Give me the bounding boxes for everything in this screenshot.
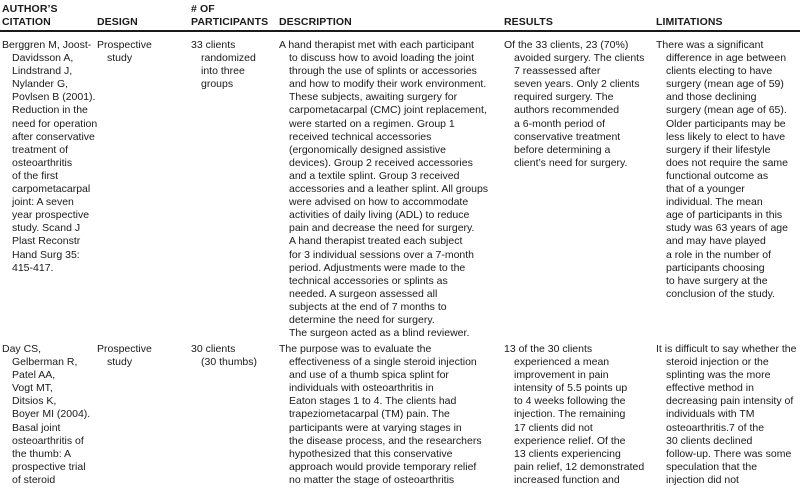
limitations-text-line: individual. The mean: [666, 196, 763, 209]
header-results: [504, 16, 553, 29]
description-text-line: participants were at varying stages in: [289, 421, 462, 434]
citation-text-line: 415-417.: [12, 261, 54, 274]
citation-text-line: treatment of: [12, 143, 69, 156]
description-text-line: carpometacarpal (CMC) joint replacement,: [289, 104, 487, 117]
header-design: [97, 16, 138, 29]
citation-text-line: Davidsson A,: [12, 52, 74, 65]
citation-text-line: Plast Reconstr: [12, 235, 81, 248]
results-text-line: 7 reassessed after: [514, 65, 601, 78]
limitations-text-line: a role in the number of: [666, 248, 772, 261]
header-citation: [2, 3, 58, 28]
cell-limitations: [656, 343, 796, 487]
description-text-line: (ergonomically designed assistive: [289, 143, 446, 156]
limitations-text-line: and may have played: [666, 235, 766, 248]
results-text-line: pain relief, 12 demonstrated: [514, 460, 645, 473]
description-text-line: hypothesized that this conservative: [289, 447, 453, 460]
citation-text-line: Boyer MI (2004).: [12, 408, 91, 421]
description-text-line: the disease process, and the researchers: [289, 434, 482, 447]
description-text-line: accessories and a leather splint. All groups: [289, 183, 489, 196]
description-text-line: The purpose was to evaluate the: [279, 343, 432, 355]
limitations-text-line: difference in age between: [666, 52, 787, 65]
description-text-line: were started on a regimen. Group 1: [289, 117, 455, 130]
header-results-label: RESULTS: [504, 15, 553, 28]
citation-text-line: prospective trial: [12, 460, 86, 473]
limitations-text-line: speculation that the: [666, 460, 758, 473]
limitations-text-line: does not require the same: [666, 156, 788, 169]
citation-text-line: Day CS,: [2, 343, 42, 355]
header-participants-line2: PARTICIPANTS: [191, 15, 269, 28]
results-text-line: injection. The remaining: [514, 408, 626, 421]
citation-text-line: the thumb: A: [12, 447, 71, 460]
description-text-line: and use of a thumb spica splint for: [289, 369, 449, 382]
design-text-line: Prospective: [97, 343, 152, 355]
citation-text-line: of the first: [12, 169, 59, 182]
cell-design: [97, 343, 152, 369]
limitations-text-line: effective method in: [666, 382, 754, 395]
description-text-line: individuals with osteoarthritis in: [289, 382, 434, 395]
citation-text-line: Ditsios K,: [12, 395, 57, 408]
cell-citation: [2, 343, 90, 487]
limitations-text-line: functional outcome as: [666, 169, 769, 182]
limitations-text-line: less likely to elect to have: [666, 130, 786, 143]
description-text-line: needed. A surgeon assessed all: [289, 287, 438, 300]
citation-text-line: carpometacarpal: [12, 183, 91, 196]
limitations-text-line: Older participants may be: [666, 117, 786, 130]
description-text-line: to discuss how to avoid loading the joint: [289, 52, 475, 65]
participants-text-line: into three: [201, 65, 245, 78]
limitations-text-line: surgery (mean age of 65).: [666, 104, 787, 117]
participants-text-line: 30 clients: [191, 343, 236, 355]
limitations-text-line: follow-up. There was some: [666, 447, 792, 460]
description-text-line: devices). Group 2 received accessories: [289, 156, 473, 169]
limitations-text-line: age of participants in this: [666, 209, 783, 222]
results-text-line: required surgery. The: [514, 91, 614, 104]
design-text-line: Prospective: [97, 39, 152, 51]
citation-text-line: joint: A seven: [12, 196, 74, 209]
cell-results: [504, 39, 644, 170]
results-text-line: avoided surgery. The clients: [514, 52, 645, 65]
results-text-line: experienced a mean: [514, 356, 610, 369]
cell-limitations: [656, 39, 788, 301]
cell-design: [97, 39, 152, 65]
limitations-text-line: splinting was the more: [666, 369, 771, 382]
table-header: [0, 0, 800, 32]
limitations-text-line: decreasing pain intensity of: [666, 395, 794, 408]
description-text-line: trapeziometacarpal (TM) pain. The: [289, 408, 450, 421]
description-text-line: were advised on how to accommodate: [289, 196, 469, 209]
participants-text-line: (30 thumbs): [201, 356, 258, 369]
description-text-line: A hand therapist met with each participant: [279, 39, 474, 51]
table-row: [0, 39, 800, 343]
results-text-line: before determining a: [514, 143, 611, 156]
citation-text-line: study. Scand J: [12, 222, 81, 235]
header-citation-line1: AUTHOR’S: [2, 3, 58, 15]
limitations-text-line: that of a younger: [666, 183, 745, 196]
results-text-line: Of the 33 clients, 23 (70%): [504, 39, 629, 51]
description-text-line: technical accessories or splints as: [289, 274, 448, 287]
description-text-line: subjects at the end of 7 months to: [289, 300, 447, 313]
limitations-text-line: conclusion of the study.: [666, 287, 775, 300]
description-text-line: approach would provide temporary relief: [289, 460, 477, 473]
header-participants: [191, 3, 268, 28]
citation-text-line: Nylander G,: [12, 78, 69, 91]
cell-results: [504, 343, 644, 487]
results-text-line: experience relief. Of the: [514, 434, 626, 447]
description-text-line: for 3 individual sessions over a 7-month: [289, 248, 475, 261]
header-limitations: [656, 16, 723, 29]
cell-citation: [2, 39, 97, 275]
results-text-line: to 4 weeks following the: [514, 395, 626, 408]
description-text-line: These subjects, awaiting surgery for: [289, 91, 458, 104]
header-description: [279, 16, 352, 29]
description-text-line: activities of daily living (ADL) to reduce: [289, 209, 470, 222]
results-text-line: 13 clients experiencing: [514, 447, 621, 460]
limitations-text-line: individuals with TM: [666, 408, 755, 421]
description-text-line: through the use of splints or accessories: [289, 65, 477, 78]
description-text-line: pain and decrease the need for surgery.: [289, 222, 475, 235]
citation-text-line: Basal joint: [12, 421, 61, 434]
design-text-line: study: [107, 52, 133, 65]
header-citation-line2: CITATION: [2, 15, 51, 28]
citation-text-line: Berggren M, Joost-: [2, 39, 92, 51]
results-text-line: 17 clients did not: [514, 421, 593, 434]
cell-description: [279, 39, 488, 340]
results-text-line: improvement in pain: [514, 369, 609, 382]
header-limitations-label: LIMITATIONS: [656, 15, 723, 28]
description-text-line: determine the need for surgery.: [289, 313, 435, 326]
participants-text-line: randomized: [201, 52, 256, 65]
description-text-line: effectiveness of a single steroid injection: [289, 356, 477, 369]
citation-text-line: osteoarthritis of: [12, 434, 84, 447]
citation-text-line: Patel AA,: [12, 369, 56, 382]
participants-text-line: groups: [201, 78, 234, 91]
cell-participants: [191, 343, 257, 369]
description-text-line: The surgeon acted as a blind reviewer.: [289, 327, 470, 340]
limitations-text-line: surgery (mean age of 59): [666, 78, 784, 91]
limitations-text-line: surgery if their lifestyle: [666, 143, 771, 156]
table-row: [0, 343, 800, 503]
citation-text-line: after conservative: [12, 130, 95, 143]
results-text-line: intensity of 5.5 points up: [514, 382, 628, 395]
limitations-text-line: steroid injection or the: [666, 356, 769, 369]
citation-text-line: need for operation: [12, 117, 98, 130]
description-text-line: and a textile splint. Group 3 received: [289, 169, 460, 182]
description-text-line: no matter the stage of osteoarthritis: [289, 473, 455, 486]
results-text-line: increased function and: [514, 473, 620, 486]
results-text-line: conservative treatment: [514, 130, 621, 143]
cell-participants: [191, 39, 256, 91]
description-text-line: received technical accessories: [289, 130, 432, 143]
limitations-text-line: to have surgery at the: [666, 274, 768, 287]
header-design-label: DESIGN: [97, 15, 138, 28]
results-text-line: client’s need for surgery.: [514, 156, 628, 169]
limitations-text-line: There was a significant: [656, 39, 764, 51]
description-text-line: and how to modify their work environment.: [289, 78, 487, 91]
cell-description: [279, 343, 482, 487]
citation-text-line: Lindstrand J,: [12, 65, 73, 78]
limitations-text-line: study was 63 years of age: [666, 222, 788, 235]
description-text-line: A hand therapist treated each subject: [289, 235, 463, 248]
citation-text-line: of steroid: [12, 473, 56, 486]
limitations-text-line: It is difficult to say whether the: [656, 343, 797, 355]
limitations-text-line: and those declining: [666, 91, 757, 104]
limitations-text-line: osteoarthritis.7 of the: [666, 421, 765, 434]
design-text-line: study: [107, 356, 133, 369]
citation-text-line: Povlsen B (2001).: [12, 91, 96, 104]
participants-text-line: 33 clients: [191, 39, 236, 51]
description-text-line: Eaton stages 1 to 4. The clients had: [289, 395, 457, 408]
citation-text-line: Gelberman R,: [12, 356, 78, 369]
limitations-text-line: 30 clients declined: [666, 434, 753, 447]
results-text-line: 13 of the 30 clients: [504, 343, 593, 355]
limitations-text-line: participants choosing: [666, 261, 765, 274]
results-text-line: authors recommended: [514, 104, 620, 117]
description-text-line: period. Adjustments were made to the: [289, 261, 466, 274]
header-participants-line1: # OF: [191, 3, 215, 15]
citation-text-line: osteoarthritis: [12, 156, 73, 169]
citation-text-line: year prospective: [12, 209, 90, 222]
citation-text-line: Hand Surg 35:: [12, 248, 80, 261]
results-text-line: a 6-month period of: [514, 117, 606, 130]
limitations-text-line: clients electing to have: [666, 65, 773, 78]
header-description-label: DESCRIPTION: [279, 15, 352, 28]
citation-text-line: Vogt MT,: [12, 382, 53, 395]
citation-text-line: Reduction in the: [12, 104, 88, 117]
limitations-text-line: injection did not: [666, 473, 739, 486]
results-text-line: seven years. Only 2 clients: [514, 78, 640, 91]
